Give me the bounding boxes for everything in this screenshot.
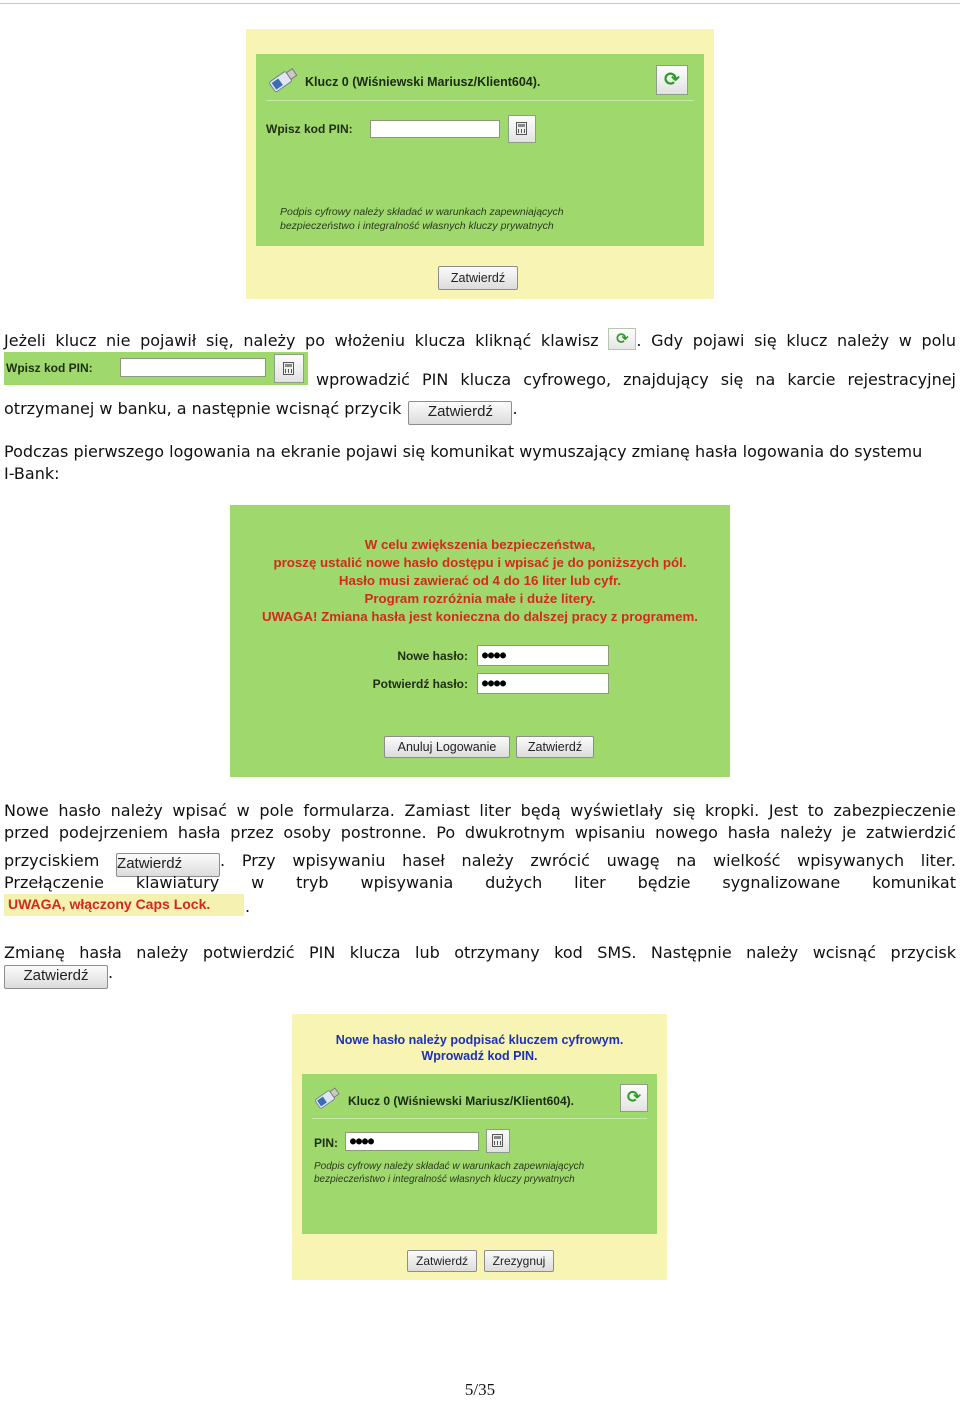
change-password-screenshot <box>230 505 730 777</box>
new-password-input[interactable]: ●●●● <box>477 645 609 666</box>
key-title: Klucz 0 (Wiśniewski Mariusz/Klient604). <box>305 75 541 89</box>
submit-button[interactable]: Zatwierdź <box>516 736 594 758</box>
paragraph-4-line-1 <box>4 942 956 964</box>
virtual-keypad-button[interactable] <box>486 1129 510 1153</box>
paragraph-1-line-3 <box>4 398 956 425</box>
text: . Gdy pojawi się klucz należy w polu <box>636 331 957 350</box>
paragraph-3-line-1 <box>4 800 956 822</box>
pin-input[interactable] <box>370 120 500 138</box>
refresh-icon: ⟳ <box>616 329 629 348</box>
paragraph-1-line-1 <box>4 328 956 352</box>
divider <box>266 100 694 101</box>
usb-key-icon <box>312 1084 342 1112</box>
top-rule <box>0 3 960 4</box>
text: wprowadzić PIN klucza cyfrowego, znajdujący się na karcie rejestracyjnej <box>316 370 956 389</box>
change-password-panel <box>230 505 730 777</box>
inline-submit-button-image: Zatwierdź <box>4 965 108 989</box>
paragraph-3-line-4 <box>4 872 956 894</box>
calculator-icon <box>492 1134 503 1147</box>
warning-line: proszę ustalić nowe hasło dostępu i wpisać je do poniższych pól. <box>273 555 687 570</box>
warning-line: W celu zwiększenia bezpieczeństwa, <box>364 537 596 552</box>
text: Nowe hasło należy wpisać w pole formularza. Zamiast liter będą wyświetlały się kropki. Jest to zabezpieczenie <box>4 801 956 820</box>
calculator-icon <box>283 362 294 375</box>
security-note: Podpis cyfrowy należy składać w warunkach zapewniających bezpieczeństwo i integralność własnych kluczy prywatnych <box>280 206 564 232</box>
info-line: Nowe hasło należy podpisać kluczem cyfrowym. <box>335 1033 624 1047</box>
text: Jeżeli klucz nie pojawił się, należy po włożeniu klucza kliknąć klawisz <box>4 331 599 350</box>
inline-submit-button-image: Zatwierdź <box>408 401 512 425</box>
caps-lock-warning-image: UWAGA, włączony Caps Lock. <box>4 894 244 916</box>
cancel-button[interactable]: Zrezygnuj <box>484 1250 554 1272</box>
text: Przełączenie klawiatury w tryb wpisywania dużych liter będzie sygnalizowane komunikat <box>4 873 956 892</box>
pin-dialog-screenshot <box>246 29 714 299</box>
inline-submit-button-image: Zatwierdź <box>116 853 220 877</box>
key-title: Klucz 0 (Wiśniewski Mariusz/Klient604). <box>348 1094 574 1108</box>
pin-dialog-panel <box>256 54 704 246</box>
submit-button[interactable]: Zatwierdź <box>438 266 518 290</box>
cancel-login-button[interactable]: Anuluj Logowanie <box>384 736 510 758</box>
pin-label: Wpisz kod PIN: <box>6 361 93 375</box>
text: Zmianę hasła należy potwierdzić PIN klucza lub otrzymany kod SMS. Następnie należy wcisnąć przycisk <box>4 943 956 962</box>
paragraph-1-line-2 <box>316 369 956 391</box>
text: . <box>245 897 251 916</box>
pin-label: Wpisz kod PIN: <box>266 122 353 136</box>
page-number: 5/35 <box>464 1380 496 1399</box>
refresh-icon: ⟳ <box>626 1087 642 1108</box>
sign-dialog-panel <box>302 1074 657 1234</box>
refresh-button[interactable] <box>656 65 688 95</box>
paragraph-2 <box>4 441 956 485</box>
text: . <box>512 399 518 418</box>
refresh-button[interactable] <box>620 1084 648 1112</box>
paragraph-3-line-2 <box>4 822 956 844</box>
usb-key-icon <box>266 64 300 96</box>
text: . <box>108 963 114 982</box>
new-password-label: Nowe hasło: <box>397 649 468 663</box>
pin-label: PIN: <box>314 1136 338 1150</box>
refresh-icon: ⟳ <box>664 68 680 91</box>
warning-line: Program rozróżnia małe i duże litery. <box>364 591 596 606</box>
confirm-password-label: Potwierdź hasło: <box>372 677 468 691</box>
sign-password-screenshot <box>292 1014 667 1280</box>
text: Podczas pierwszego logowania na ekranie pojawi się komunikat wymuszający zmianę hasła logowania do systemu <box>4 442 923 461</box>
text: przyciskiem <box>4 851 100 870</box>
text: I-Bank: <box>4 464 60 483</box>
virtual-keypad-button <box>274 354 304 383</box>
text: otrzymanej w banku, a następnie wcisnąć przycik <box>4 399 402 418</box>
security-note: Podpis cyfrowy należy składać w warunkach zapewniających bezpieczeństwo i integralność własnych kluczy prywatnych <box>314 1161 585 1185</box>
info-line: Wprowadź kod PIN. <box>421 1049 538 1063</box>
warning-line: UWAGA! Zmiana hasła jest konieczna do dalszej pracy z programem. <box>262 609 698 624</box>
inline-refresh-icon-box <box>608 328 636 350</box>
virtual-keypad-button[interactable] <box>508 115 536 143</box>
confirm-password-input[interactable]: ●●●● <box>477 673 609 694</box>
pin-input[interactable]: ●●●● <box>345 1132 479 1151</box>
text: . Przy wpisywaniu haseł należy zwrócić uwagę na wielkość wpisywanych liter. <box>220 851 956 870</box>
paragraph-4-line-2 <box>4 962 113 989</box>
warning-line: Hasło musi zawierać od 4 do 16 liter lub cyfr. <box>338 573 622 588</box>
pin-input <box>120 358 266 377</box>
submit-button[interactable]: Zatwierdź <box>407 1250 477 1272</box>
divider <box>312 1118 647 1119</box>
text: przed podejrzeniem hasła przez osoby postronne. Po dwukrotnym wpisaniu nowego hasła należy je zatwierdzić <box>4 823 956 842</box>
inline-pin-field-image <box>4 352 308 385</box>
calculator-icon <box>516 122 527 135</box>
